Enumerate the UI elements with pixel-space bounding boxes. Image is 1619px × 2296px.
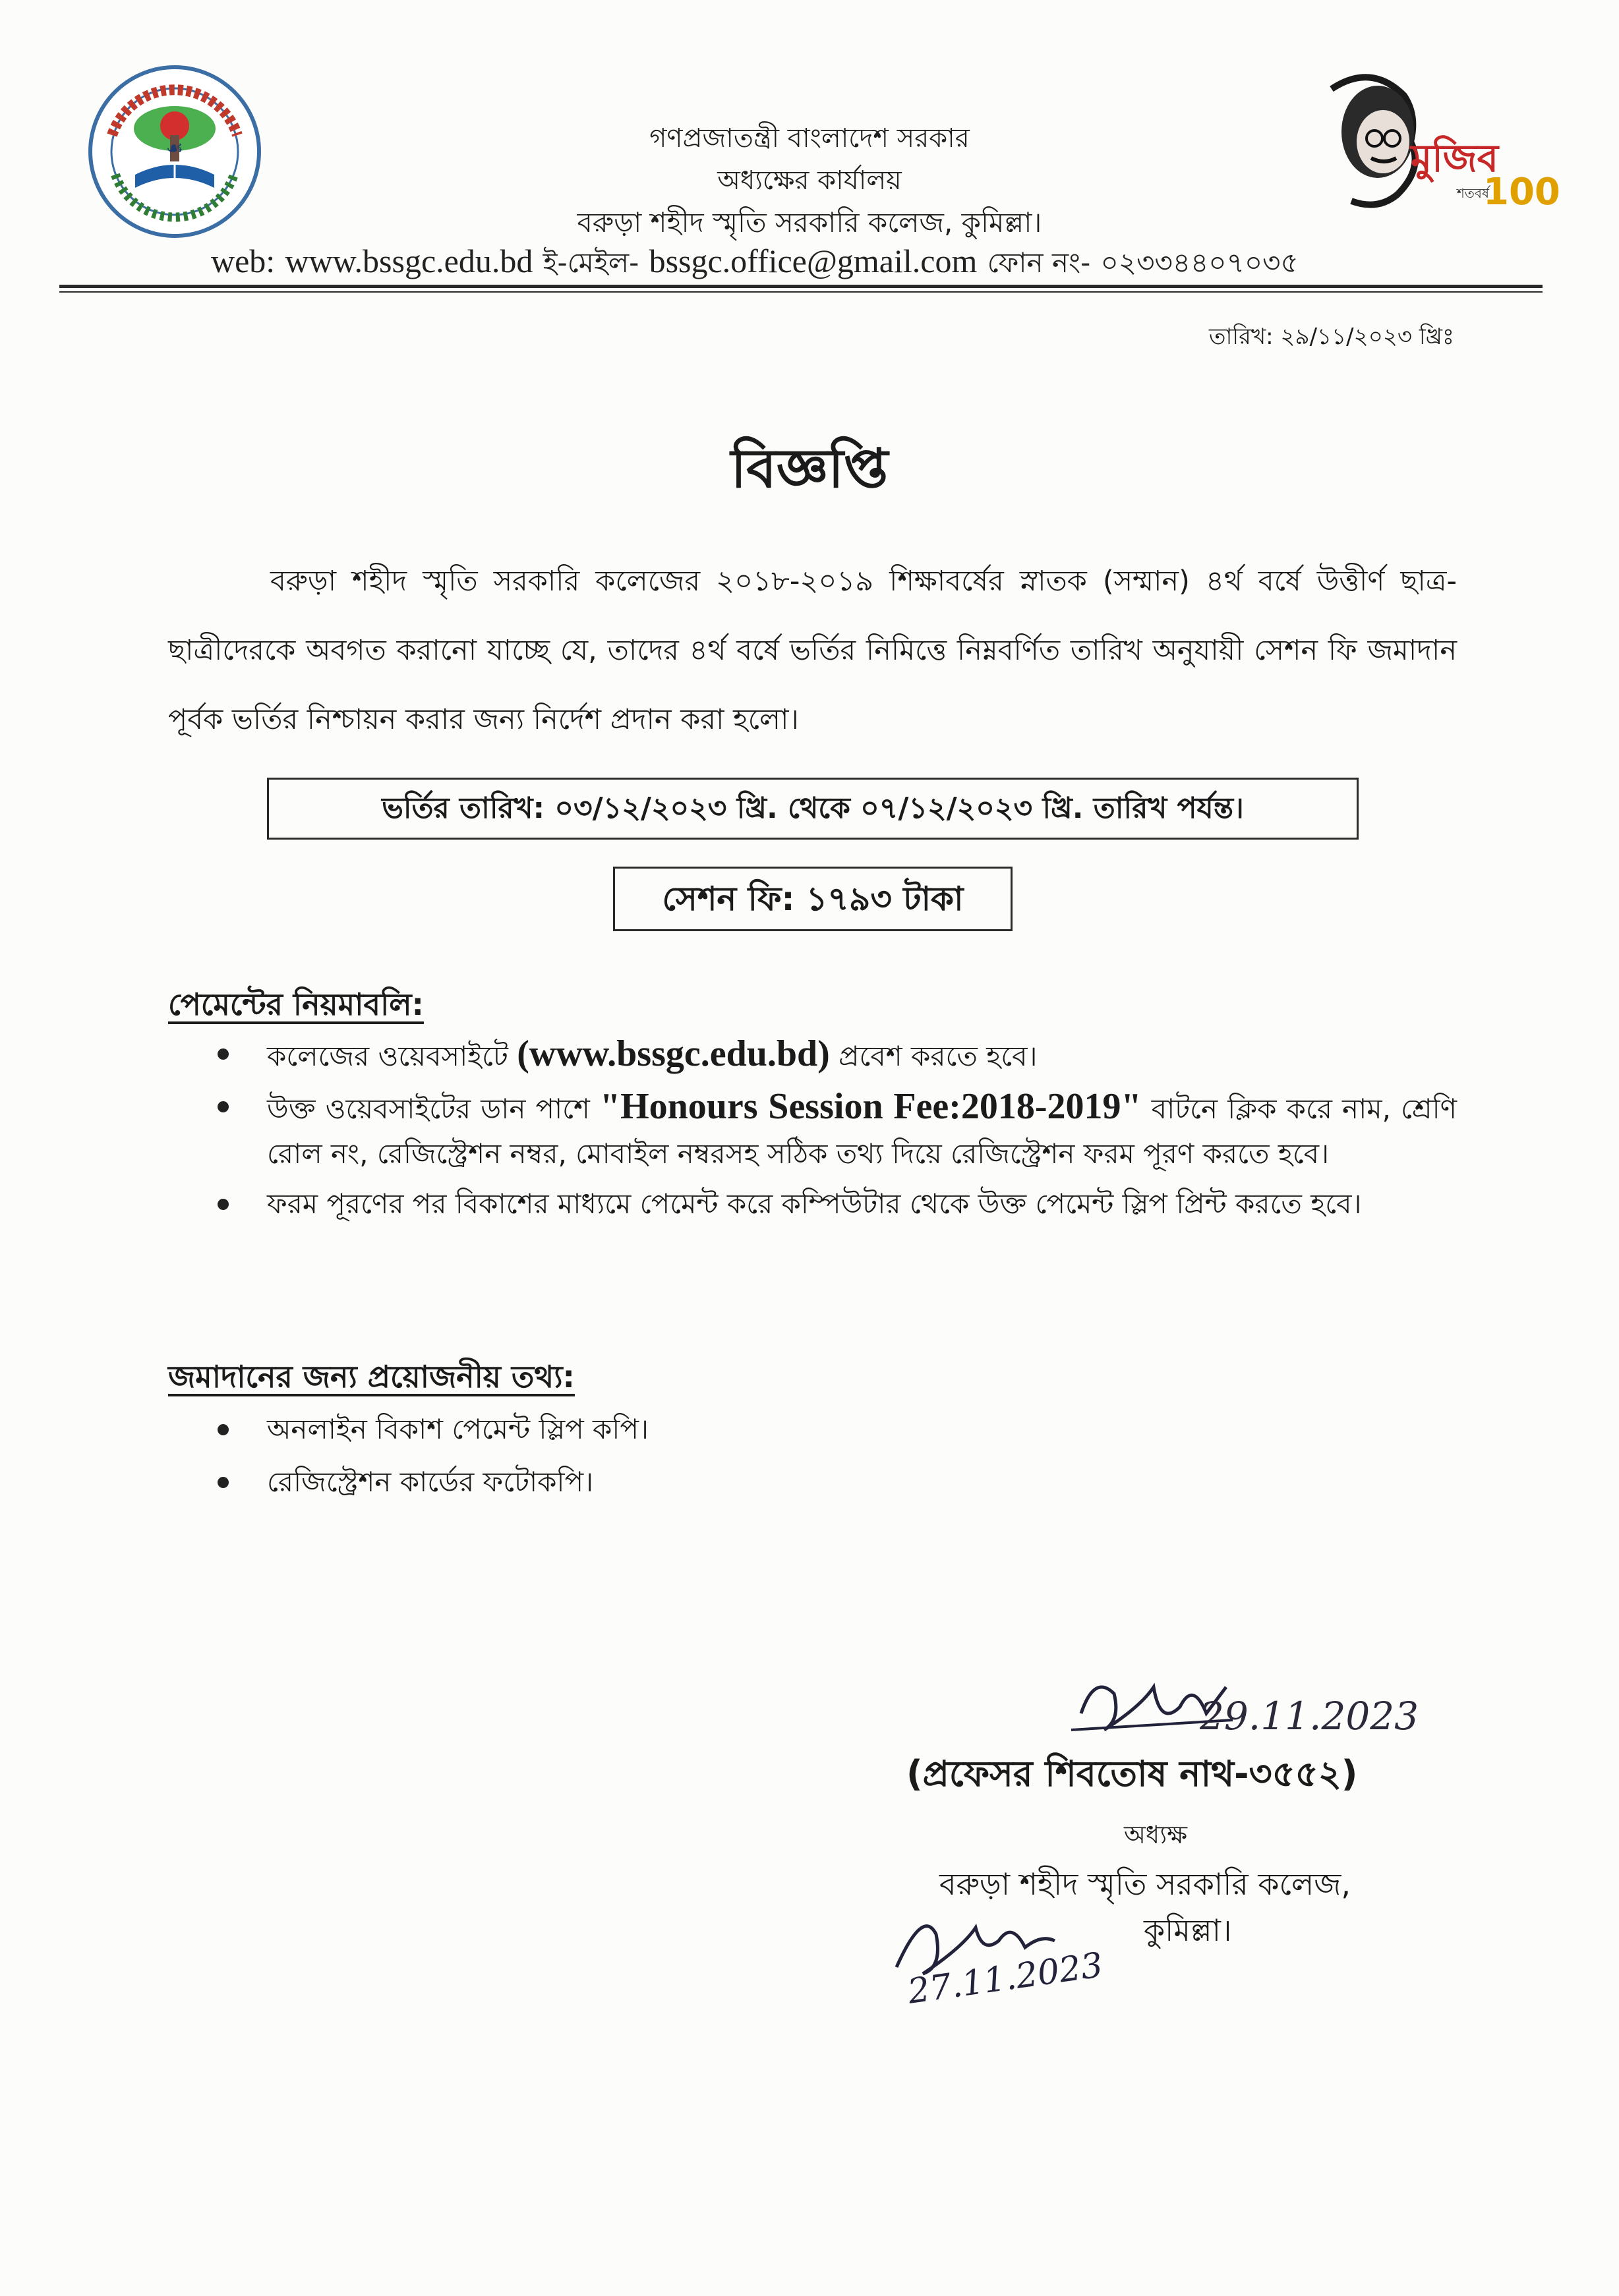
bullet-icon: [218, 1048, 229, 1060]
signer-city: কুমিল্লা।: [1144, 1912, 1232, 1948]
admission-date-box: ভর্তির তারিখ: ০৩/১২/২০২৩ খ্রি. থেকে ০৭/১২/২০২৩ খ্রি. তারিখ পর্যন্ত।: [267, 778, 1359, 840]
office-name: অধ্যক্ষের কার্যালয়: [717, 165, 902, 196]
website-link[interactable]: (www.bssgc.edu.bd): [517, 1033, 830, 1074]
svg-text:মুজিব: মুজিব: [1411, 136, 1498, 181]
header-divider: [59, 285, 1543, 288]
phone-label: ফোন নং-: [987, 246, 1091, 279]
notice-date: তারিখ: ২৯/১১/২০২৩ খ্রিঃ: [1209, 324, 1454, 350]
email-link[interactable]: bssgc.office@gmail.com: [649, 243, 978, 279]
session-fee-box: সেশন ফি: ১৭৯৩ টাকা: [613, 867, 1013, 931]
svg-text:☙: ☙: [165, 137, 184, 160]
bullet-icon: [218, 1477, 229, 1488]
header-divider-thin: [59, 291, 1543, 293]
payment-rules-list: [218, 1031, 1457, 1232]
bullet-icon: [218, 1424, 229, 1435]
svg-text:27.11.2023: 27.11.2023: [905, 1945, 1105, 2012]
list-item: ফরম পূরণের পর বিকাশের মাধ্যমে পেমেন্ট করে কম্পিউটার থেকে উক্ত পেমেন্ট স্লিপ প্রিন্ট করতে হবে।: [218, 1182, 1457, 1226]
bullet-icon: [218, 1199, 229, 1210]
contact-line: [211, 241, 1463, 288]
signer-title: অধ্যক্ষ: [1124, 1820, 1188, 1849]
session-fee-button-name: "Honours Session Fee:2018-2019": [599, 1086, 1142, 1127]
signer-name: (প্রফেসর শিবতোষ নাথ-৩৫৫২): [906, 1753, 1358, 1794]
web-link[interactable]: www.bssgc.edu.bd: [285, 243, 533, 279]
email-label: ই-মেইল-: [543, 246, 639, 279]
bullet-icon: [218, 1101, 229, 1112]
required-info-heading: জমাদানের জন্য প্রয়োজনীয় তথ্য:: [168, 1359, 575, 1394]
list-item: কলেজের ওয়েবসাইটে (www.bssgc.edu.bd) প্রবেশ করতে হবে।: [218, 1031, 1457, 1079]
payment-rules-heading: পেমেন্টের নিয়মাবলি:: [168, 987, 424, 1022]
list-item: অনলাইন বিকাশ পেমেন্ট স্লিপ কপি।: [218, 1407, 1457, 1452]
web-label: web:: [211, 243, 276, 279]
notice-body: বরুড়া শহীদ স্মৃতি সরকারি কলেজের ২০১৮-২০১৯ শিক্ষাবর্ষের স্নাতক (সম্মান) ৪র্থ বর্ষে উত্তীর্ণ ছাত্র-ছাত্রীদেরকে অবগত করানো যাচ্ছে যে, তাদের ৪র্থ বর্ষে ভর্তির নিমিত্তে নিম্নবর্ণিত তারিখ অনুযায়ী সেশন ফি জমাদান পূর্বক ভর্তির নিশ্চায়ন করার জন্য নির্দেশ প্রদান করা হলো।: [168, 565, 1457, 736]
list-item: রেজিস্ট্রেশন কার্ডের ফটোকপি।: [218, 1460, 1457, 1505]
signer-college: বরুড়া শহীদ স্মৃতি সরকারি কলেজ,: [939, 1866, 1351, 1902]
government-name: গণপ্রজাতন্ত্রী বাংলাদেশ সরকার: [649, 123, 970, 154]
required-info-list: [218, 1407, 1457, 1512]
countersignature: [883, 1895, 1226, 2013]
phone-number: ০২৩৩৪৪০৭০৩৫: [1100, 246, 1299, 279]
svg-text:100: 100: [1483, 171, 1560, 214]
svg-text:শতবর্ষ: শতবর্ষ: [1457, 185, 1489, 201]
notice-title: বিজ্ঞপ্তি: [730, 438, 889, 500]
signature-date: 29.11.2023: [1200, 1694, 1419, 1738]
college-name: বরুড়া শহীদ স্মৃতি সরকারি কলেজ, কুমিল্লা।: [577, 206, 1042, 239]
list-item: উক্ত ওয়েবসাইটের ডান পাশে "Honours Session Fee:2018-2019" বাটনে ক্লিক করে নাম, শ্রেণি রোল নং, রেজিস্ট্রেশন নম্বর, মোবাইল নম্বরসহ সঠিক তথ্য দিয়ে রেজিস্ট্রেশন ফরম পূরণ করতে হবে।: [218, 1084, 1457, 1176]
